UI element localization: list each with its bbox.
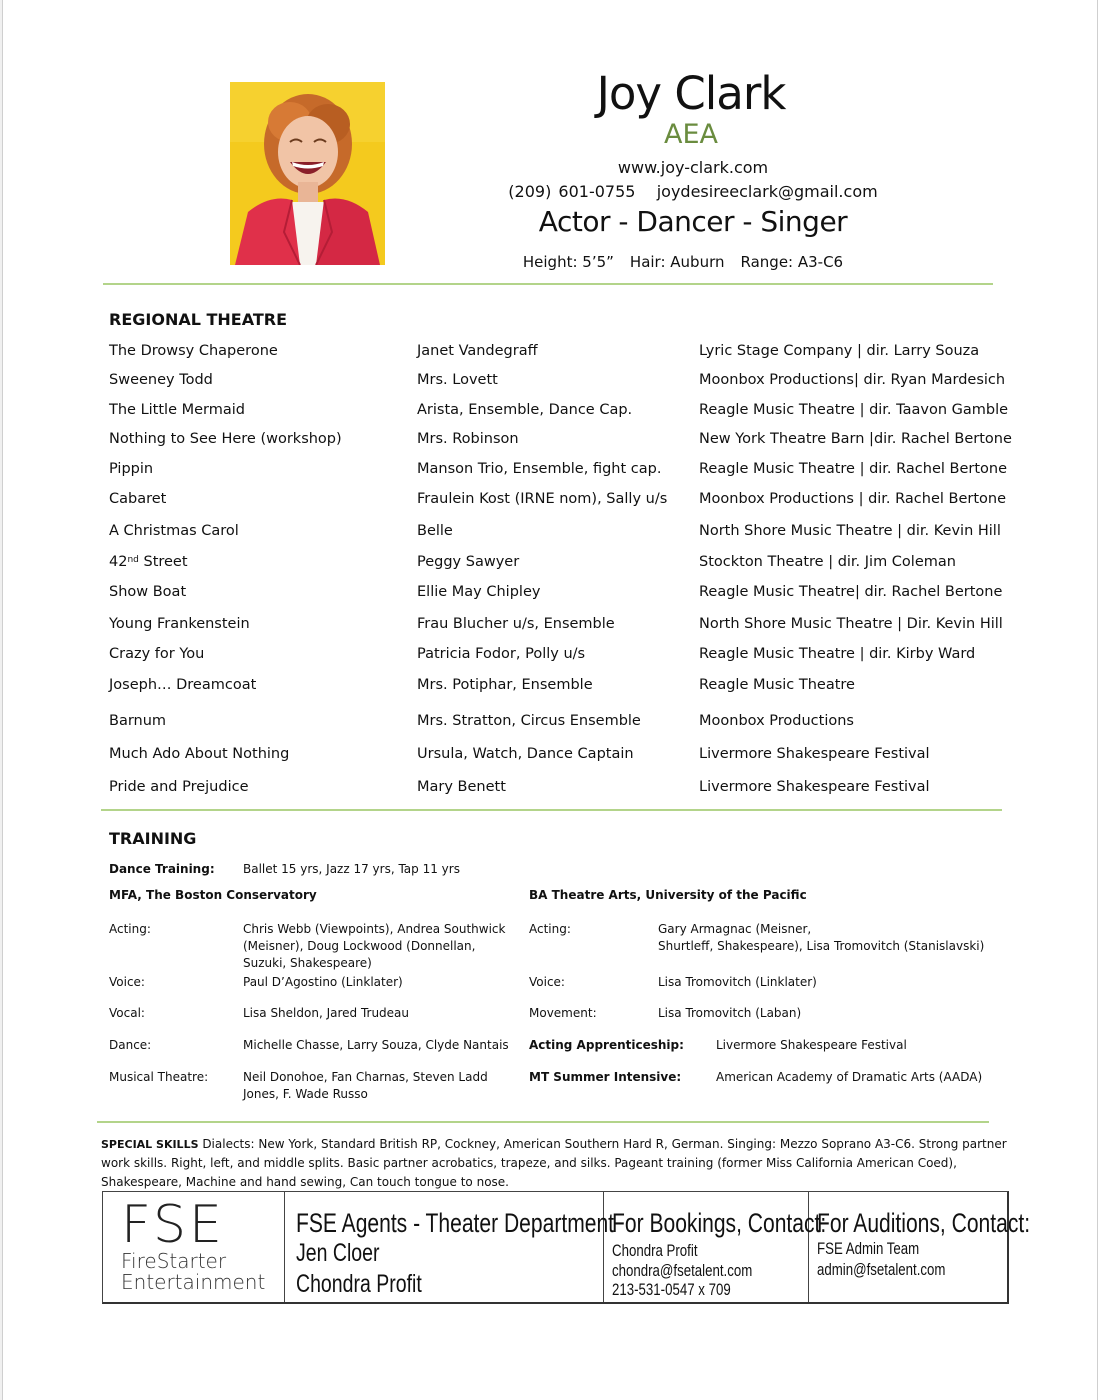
headshot-image (230, 82, 385, 265)
height-stat: Height: 5’5” (522, 253, 614, 271)
bookings-phone[interactable]: 213-531-0547 x 709 (612, 1280, 731, 1299)
regional-role: Mary Benett (417, 779, 506, 795)
regional-role: Ellie May Chipley (417, 584, 541, 600)
ba-acting-value-2: Shurtleff, Shakespeare), Lisa Tromovitch (Stanislavski) (658, 939, 985, 953)
regional-role: Mrs. Potiphar, Ensemble (417, 677, 593, 693)
regional-show-title: Nothing to See Here (workshop) (109, 431, 342, 447)
dance-training-value: Ballet 15 yrs, Jazz 17 yrs, Tap 11 yrs (243, 862, 460, 876)
ba-voice-value: Lisa Tromovitch (Linklater) (658, 975, 817, 989)
regional-company: Livermore Shakespeare Festival (699, 779, 930, 795)
mfa-acting-label: Acting: (109, 922, 151, 936)
regional-company: North Shore Music Theatre | dir. Kevin Hill (699, 523, 1001, 539)
ba-heading: BA Theatre Arts, University of the Pacific (529, 888, 807, 902)
special-skills (101, 1135, 1021, 1192)
divider (101, 809, 1002, 811)
ordinal-suffix: nd (127, 555, 139, 565)
mfa-mt-label: Musical Theatre: (109, 1070, 209, 1084)
ba-mt-label: MT Summer Intensive: (529, 1070, 682, 1084)
show-title-part: 42 (109, 554, 128, 570)
mfa-dance-label: Dance: (109, 1038, 152, 1052)
ba-movement-value: Lisa Tromovitch (Laban) (658, 1006, 802, 1020)
regional-role: Mrs. Robinson (417, 431, 519, 447)
union-affiliation: AEA (664, 119, 718, 150)
regional-company: Reagle Music Theatre | dir. Kirby Ward (699, 646, 976, 662)
regional-role: Ursula, Watch, Dance Captain (417, 746, 634, 762)
performer-name: Joy Clark (596, 67, 786, 120)
mfa-voice-label: Voice: (109, 975, 145, 989)
regional-show-title: The Drowsy Chaperone (109, 343, 278, 359)
regional-company: Reagle Music Theatre| dir. Rachel Bertone (699, 584, 1003, 600)
auditions-title: For Auditions, Contact: (817, 1208, 1031, 1238)
regional-show-title: Cabaret (109, 491, 167, 507)
regional-role: Peggy Sawyer (417, 554, 520, 570)
mfa-dance-value: Michelle Chasse, Larry Souza, Clyde Nantais (243, 1038, 509, 1052)
regional-company: Moonbox Productions| dir. Ryan Mardesich (699, 372, 1006, 388)
regional-role: Manson Trio, Ensemble, fight cap. (417, 461, 662, 477)
bookings-title: For Bookings, Contact: (612, 1208, 827, 1238)
ba-movement-label: Movement: (529, 1006, 597, 1020)
mfa-vocal-value: Lisa Sheldon, Jared Trudeau (243, 1006, 410, 1020)
agency-divider (284, 1192, 285, 1302)
mfa-voice-value: Paul D’Agostino (Linklater) (243, 975, 403, 989)
regional-company: Stockton Theatre | dir. Jim Coleman (699, 554, 956, 570)
ba-apprentice-label: Acting Apprenticeship: (529, 1038, 684, 1052)
regional-show-title (109, 552, 188, 572)
physical-stats (483, 251, 883, 273)
regional-role: Mrs. Stratton, Circus Ensemble (417, 713, 641, 729)
regional-show-title: Pride and Prejudice (109, 779, 249, 795)
regional-show-title: A Christmas Carol (109, 523, 239, 539)
agent-name-2: Chondra Profit (296, 1270, 422, 1298)
regional-role: Arista, Ensemble, Dance Cap. (417, 402, 633, 418)
regional-company: New York Theatre Barn |dir. Rachel Bertone (699, 431, 1012, 447)
regional-company: Moonbox Productions (699, 713, 854, 729)
agents-title: FSE Agents - Theater Department (296, 1208, 615, 1238)
regional-role: Janet Vandegraff (417, 343, 538, 359)
ba-acting-value-1: Gary Armagnac (Meisner, (658, 922, 812, 936)
regional-company: Reagle Music Theatre | dir. Rachel Bertone (699, 461, 1008, 477)
ba-acting-label: Acting: (529, 922, 571, 936)
regional-company: Lyric Stage Company | dir. Larry Souza (699, 343, 980, 359)
bookings-contact-name: Chondra Profit (612, 1241, 698, 1260)
auditions-email[interactable]: admin@fsetalent.com (817, 1260, 946, 1279)
hair-stat: Hair: Auburn (629, 253, 725, 271)
training-heading: TRAINING (109, 829, 197, 848)
resume-page (2, 0, 1098, 1400)
regional-role: Patricia Fodor, Polly u/s (417, 646, 586, 662)
show-title-part: Street (138, 554, 188, 570)
ba-mt-value: American Academy of Dramatic Arts (AADA) (716, 1070, 983, 1084)
regional-company: North Shore Music Theatre | Dir. Kevin Hill (699, 616, 1003, 632)
mfa-vocal-label: Vocal: (109, 1006, 145, 1020)
regional-show-title: The Little Mermaid (109, 402, 245, 418)
tagline: Actor - Dancer - Singer (538, 205, 848, 238)
regional-show-title: Much Ado About Nothing (109, 746, 290, 762)
regional-show-title: Joseph… Dreamcoat (109, 677, 257, 693)
regional-company: Livermore Shakespeare Festival (699, 746, 930, 762)
fse-logo-line1: FireStarter (121, 1249, 227, 1273)
regional-theatre-heading: REGIONAL THEATRE (109, 310, 288, 329)
contact-line (473, 181, 913, 203)
headshot-photo (230, 82, 385, 265)
fse-logo-letters: FSE (121, 1195, 225, 1255)
mfa-mt-value: Neil Donohoe, Fan Charnas, Steven Ladd Jones, F. Wade Russo (243, 1070, 488, 1101)
agent-name-1: Jen Cloer (296, 1239, 380, 1267)
regional-company: Moonbox Productions | dir. Rachel Bertone (699, 491, 1007, 507)
fse-logo-line2: Entertainment (121, 1270, 266, 1294)
regional-role: Fraulein Kost (IRNE nom), Sally u/s (417, 491, 668, 507)
email-address[interactable]: joydesireeclark@gmail.com (656, 182, 878, 201)
agency-box (102, 1191, 1031, 1304)
regional-show-title: Pippin (109, 461, 154, 477)
mfa-acting-value: Chris Webb (Viewpoints), Andrea Southwick (Meisner), Doug Lockwood (Donnellan, Suzuki, Shakespeare) (243, 922, 506, 970)
regional-company: Reagle Music Theatre | dir. Taavon Gamble (699, 402, 1009, 418)
dance-training-label: Dance Training: (109, 862, 215, 876)
divider (97, 1121, 989, 1123)
special-skills-text: Dialects: New York, Standard British RP, Cockney, American Southern Hard R, German. Singing: Mezzo Soprano A3-C6. Strong partner work skills. Right, left, and middle splits. Basic partner acrobatics, trapeze, and silks. Pageant training (former Miss California American Coed), Shakespeare, Machine and hand sewing, Can touch tongue to nose. (101, 1137, 1007, 1189)
regional-show-title: Show Boat (109, 584, 187, 600)
regional-role: Mrs. Lovett (417, 372, 498, 388)
website-link[interactable]: www.joy-clark.com (617, 158, 769, 177)
regional-show-title: Barnum (109, 713, 167, 729)
regional-company: Reagle Music Theatre (699, 677, 855, 693)
range-stat: Range: A3-C6 (740, 253, 844, 271)
special-skills-label: SPECIAL SKILLS (101, 1138, 199, 1151)
phone-number[interactable]: (209) 601-0755 (508, 182, 636, 201)
bookings-email[interactable]: chondra@fsetalent.com (612, 1261, 753, 1280)
regional-show-title: Crazy for You (109, 646, 205, 662)
regional-role: Belle (417, 523, 453, 539)
ba-apprentice-value: Livermore Shakespeare Festival (716, 1038, 907, 1052)
mfa-heading: MFA, The Boston Conservatory (109, 888, 317, 902)
divider (103, 283, 993, 285)
regional-show-title: Young Frankenstein (109, 616, 250, 632)
regional-role: Frau Blucher u/s, Ensemble (417, 616, 615, 632)
regional-show-title: Sweeney Todd (109, 372, 213, 388)
auditions-contact-name: FSE Admin Team (817, 1239, 920, 1258)
ba-voice-label: Voice: (529, 975, 565, 989)
